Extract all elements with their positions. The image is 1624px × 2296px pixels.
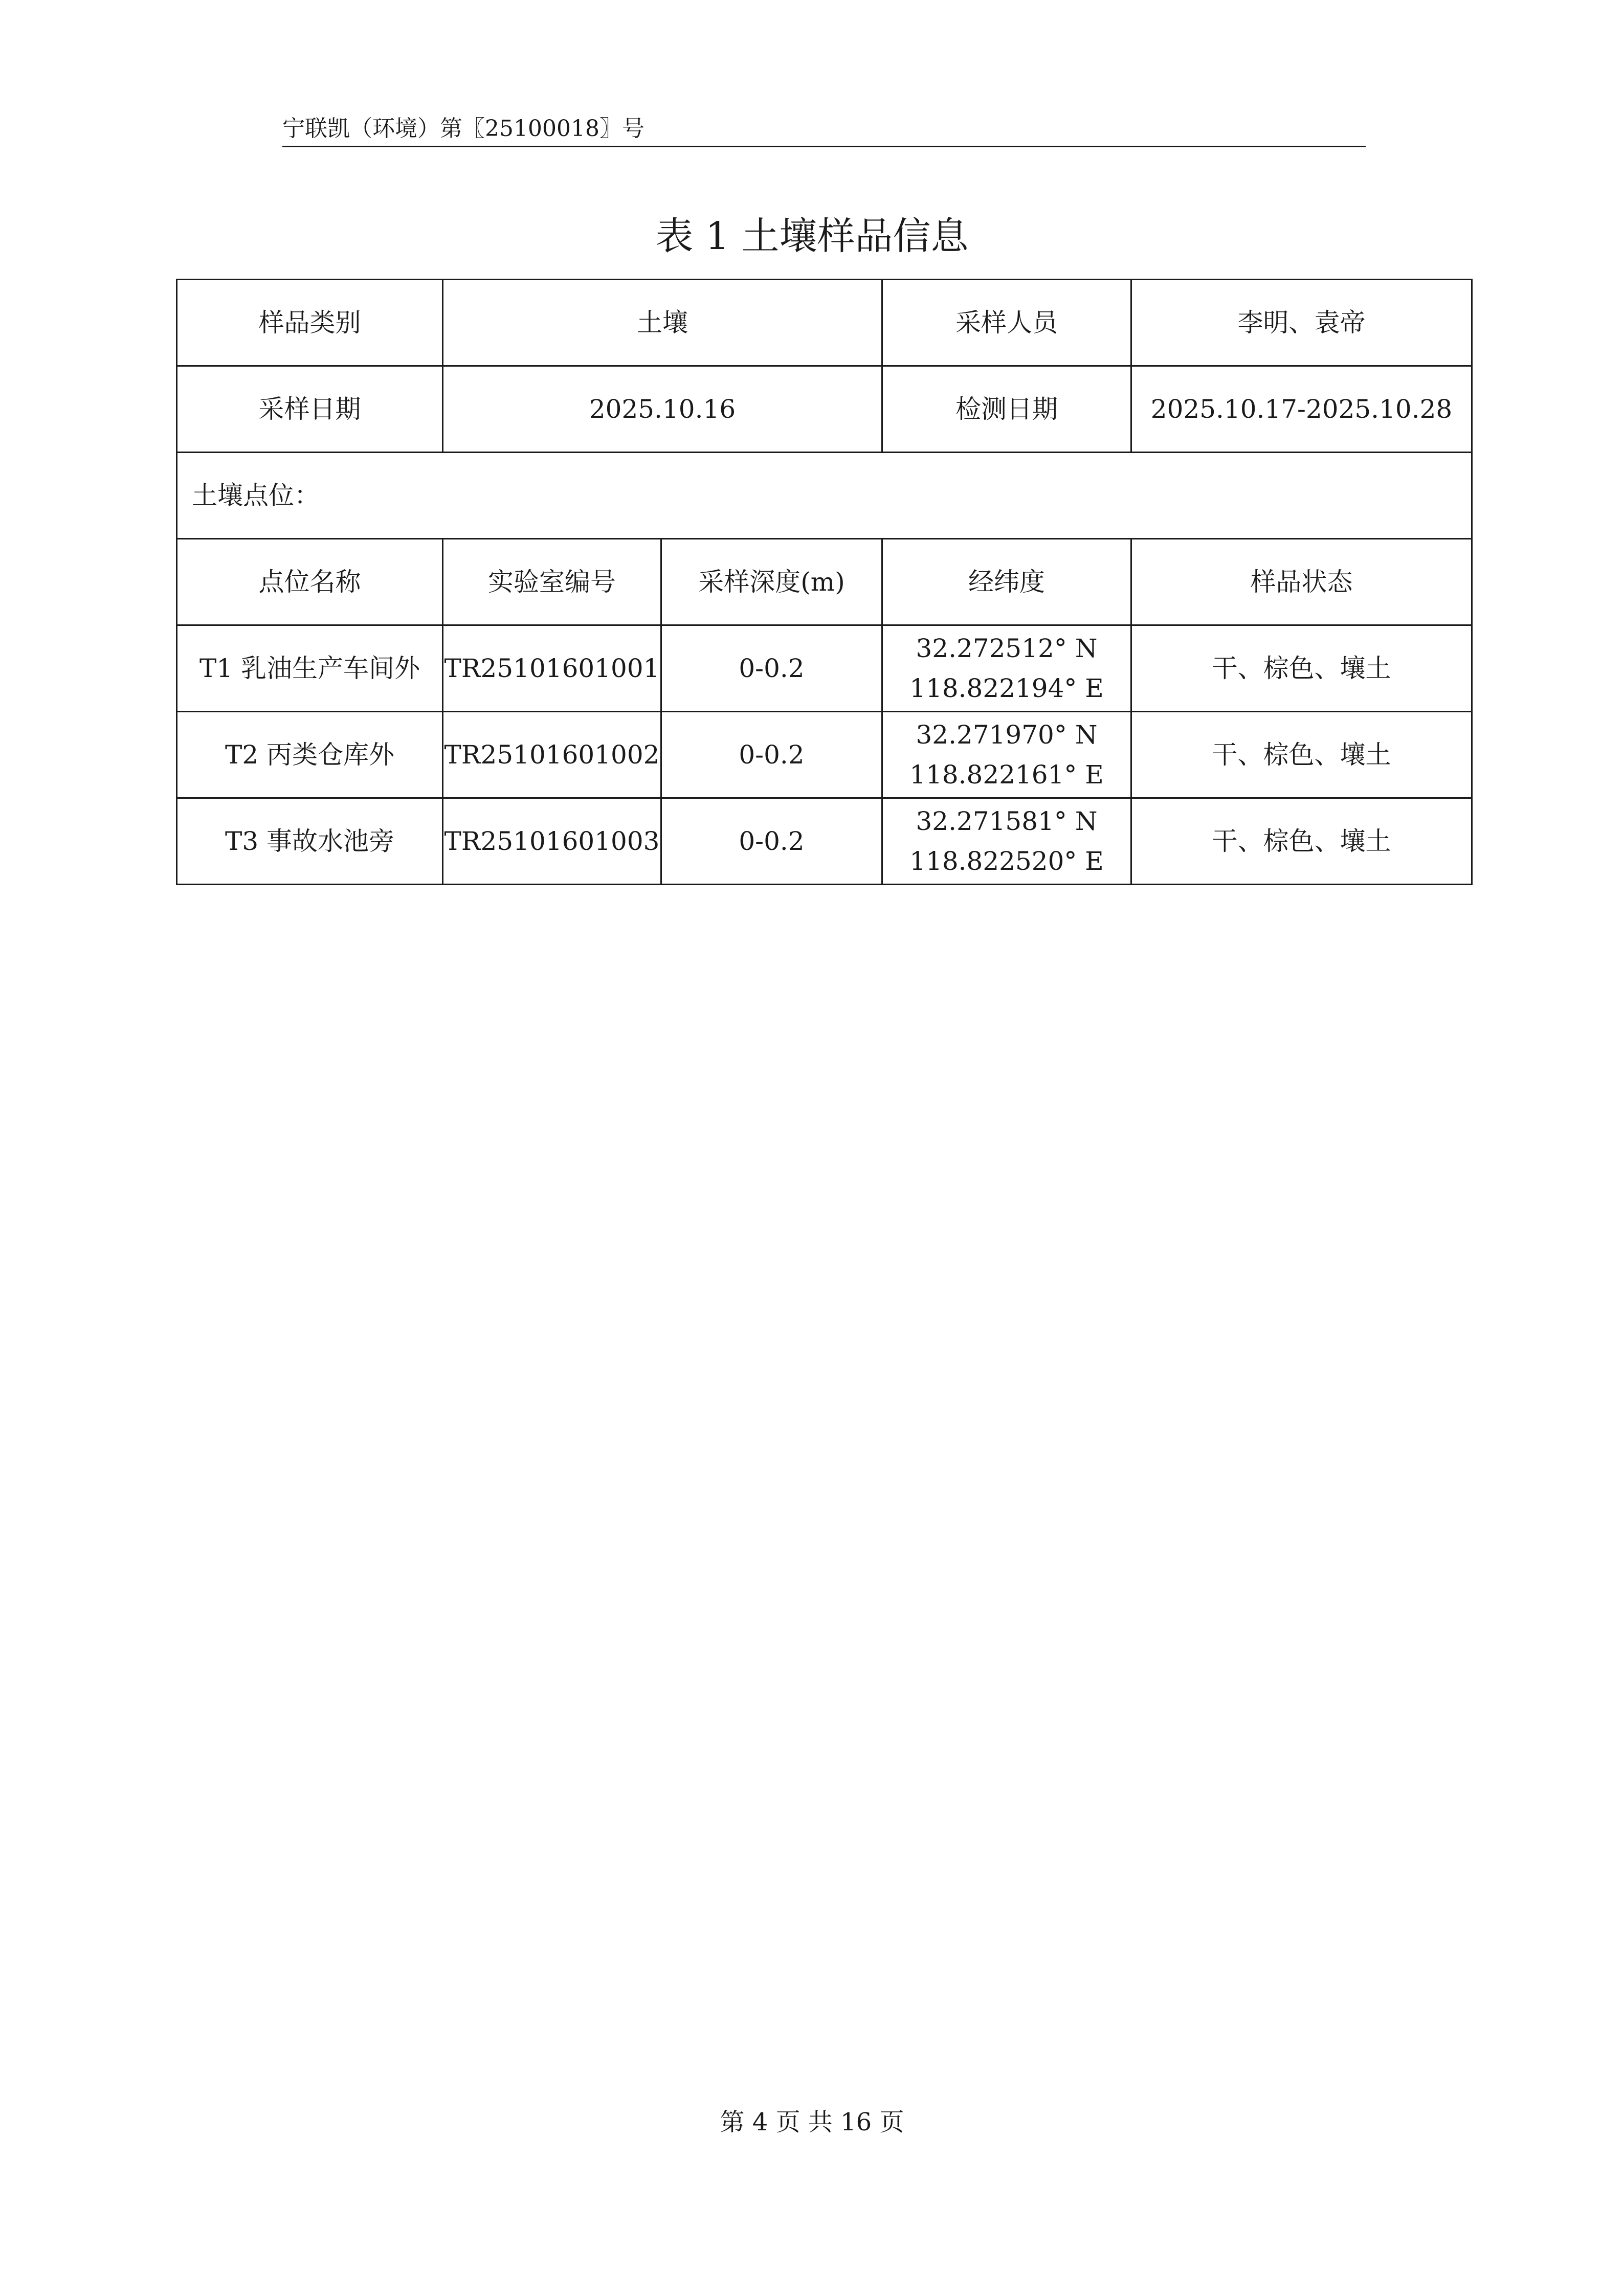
sample-type-label: 样品类别 xyxy=(177,280,443,366)
sampler-value: 李明、袁帝 xyxy=(1131,280,1472,366)
sample-type-value: 土壤 xyxy=(443,280,882,366)
coordinates xyxy=(882,798,1131,885)
column-header-sample-state: 样品状态 xyxy=(1131,539,1472,625)
report-number: 宁联凯（环境）第〖25100018〗号 xyxy=(282,116,644,142)
lab-id: TR25101601002 xyxy=(443,712,661,798)
sampling-depth: 0-0.2 xyxy=(661,798,882,885)
longitude: 118.822161° E xyxy=(909,760,1104,790)
sampling-depth: 0-0.2 xyxy=(661,712,882,798)
table-row xyxy=(177,280,1472,366)
longitude: 118.822520° E xyxy=(909,846,1104,876)
lab-id: TR25101601003 xyxy=(443,798,661,885)
table-row xyxy=(177,453,1472,539)
soil-sample-info-table xyxy=(176,279,1473,885)
point-name: T2 丙类仓库外 xyxy=(177,712,443,798)
latitude: 32.271970° N xyxy=(916,720,1098,750)
column-header-point-name: 点位名称 xyxy=(177,539,443,625)
column-header-lab-id: 实验室编号 xyxy=(443,539,661,625)
sampling-date-label: 采样日期 xyxy=(177,366,443,453)
point-name: T3 事故水池旁 xyxy=(177,798,443,885)
table-title: 表 1 土壤样品信息 xyxy=(655,214,969,258)
latitude: 32.271581° N xyxy=(916,806,1098,836)
coordinates xyxy=(882,712,1131,798)
point-name: T1 乳油生产车间外 xyxy=(177,625,443,712)
sampling-depth: 0-0.2 xyxy=(661,625,882,712)
table-row xyxy=(177,625,1472,712)
sampler-label: 采样人员 xyxy=(882,280,1131,366)
sample-state: 干、棕色、壤土 xyxy=(1131,712,1472,798)
test-date-label: 检测日期 xyxy=(882,366,1131,453)
sample-state: 干、棕色、壤土 xyxy=(1131,798,1472,885)
coordinates xyxy=(882,625,1131,712)
column-header-coordinates: 经纬度 xyxy=(882,539,1131,625)
sampling-date-value: 2025.10.16 xyxy=(443,366,882,453)
test-date-value: 2025.10.17-2025.10.28 xyxy=(1131,366,1472,453)
page-number: 第 4 页 共 16 页 xyxy=(720,2108,904,2136)
sample-state: 干、棕色、壤土 xyxy=(1131,625,1472,712)
longitude: 118.822194° E xyxy=(909,673,1104,703)
column-header-row xyxy=(177,539,1472,625)
lab-id: TR25101601001 xyxy=(443,625,661,712)
page-header xyxy=(282,114,1366,147)
table-row xyxy=(177,366,1472,453)
table-row xyxy=(177,712,1472,798)
soil-points-label: 土壤点位： xyxy=(177,453,1472,539)
column-header-depth: 采样深度(m) xyxy=(661,539,882,625)
latitude: 32.272512° N xyxy=(916,634,1098,663)
table-row xyxy=(177,798,1472,885)
